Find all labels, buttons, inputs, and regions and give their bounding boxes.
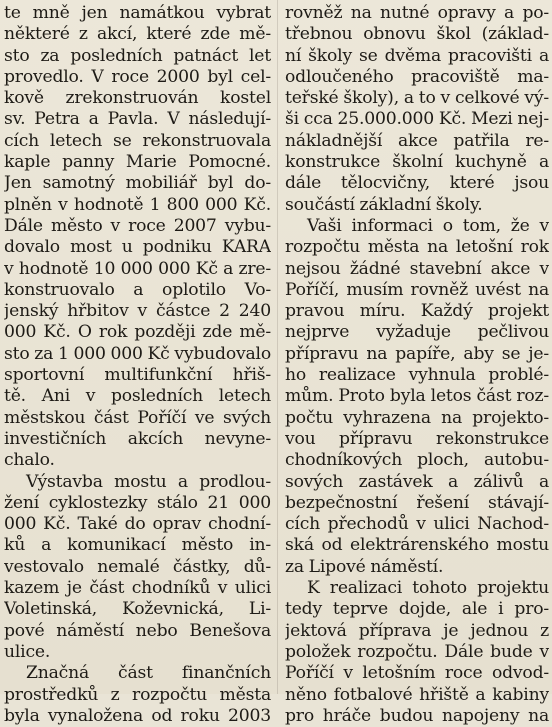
text-line: dovalo most u podniku KARA	[4, 237, 271, 258]
text-line: sportovní multifunkční hřiš-	[4, 365, 271, 386]
text-line: 000 Kč. O rok později zde mě-	[4, 322, 271, 343]
text-line: Vaši informaci o tom, že v	[307, 215, 549, 236]
text-line: teřské školy), a to v celkové vý-	[285, 88, 549, 109]
text-line: chodníkových ploch, autobu-	[285, 450, 549, 471]
text-line: rozpočtu města na letošní rok	[285, 237, 549, 258]
text-line: cích přechodů v ulici Nachod-	[285, 514, 549, 535]
text-line: chalo.	[4, 450, 55, 471]
text-line: sto za 1 000 000 Kč vybudovalo	[4, 343, 271, 364]
text-line: kazem je část chodníků v ulici	[4, 578, 271, 599]
text-line: vou přípravu rekonstrukce	[285, 428, 549, 449]
text-line: nejsou žádné stavební akce v	[285, 258, 549, 279]
text-line: v hodnotě 10 000 000 Kč a zre-	[4, 258, 271, 279]
text-line: sv. Petra a Pavla. V následují-	[4, 109, 271, 130]
text-line: rovněž na nutné opravy a po-	[285, 3, 549, 23]
text-line: některé z akcí, které zde mě-	[4, 24, 271, 45]
text-line: Dále město v roce 2007 vybu-	[4, 215, 271, 236]
text-line: Značná část finančních	[26, 663, 271, 684]
text-line: K realizaci tohoto projektu	[307, 578, 549, 599]
text-line: byla vynaložena od roku 2003	[4, 705, 271, 726]
text-line: městskou část Poříčí ve svých	[4, 407, 271, 428]
text-line: konstrukce školní kuchyně a	[285, 152, 549, 173]
text-line: položek rozpočtu. Dále bude v	[285, 641, 549, 662]
text-line: bezpečnostní řešení stávají-	[285, 492, 549, 513]
text-line: prostředků z rozpočtu města	[4, 684, 271, 705]
text-line: Poříčí, musím rovněž uvést na	[285, 279, 549, 300]
text-line: nejprve vyžaduje pečlivou	[285, 322, 549, 343]
text-line: za Lipové náměstí.	[285, 556, 444, 577]
text-line: 000 Kč. Také do oprav chodní-	[4, 514, 271, 535]
text-line: provedlo. V roce 2000 byl cel-	[4, 66, 271, 87]
text-line: pové náměstí nebo Benešova	[4, 620, 271, 641]
text-line: jenský hřbitov v částce 2 240	[4, 301, 271, 322]
text-line: investičních akcích nevyne-	[4, 428, 271, 449]
column-divider	[277, 0, 278, 694]
text-line: součástí základní školy.	[285, 194, 483, 215]
text-line: pravou míru. Každý projekt	[285, 301, 549, 322]
text-line: jektová příprava je jednou z	[285, 620, 549, 641]
text-line: něno fotbalové hřiště a kabiny	[285, 684, 549, 705]
text-line: mům. Proto byla letos část roz-	[285, 386, 549, 407]
text-line: tedy teprve dojde, ale i pro-	[285, 599, 549, 620]
text-line: cích letech se rekonstruovala	[4, 130, 271, 151]
text-line: ní školy se dvěma pracovišti a	[285, 45, 549, 66]
text-line: Jen samotný mobiliář byl do-	[4, 173, 271, 194]
text-line: žení cyklostezky stálo 21 000	[4, 492, 271, 513]
text-line: kaple panny Marie Pomocné.	[4, 152, 271, 173]
text-line: vestovalo nemalé částky, dů-	[4, 556, 271, 577]
text-line: přípravu na papíře, aby se je-	[285, 343, 549, 364]
text-line: nákladnější akce patřila re-	[285, 130, 549, 151]
text-line: Poříčí v letošním roce odvod-	[285, 663, 549, 684]
text-column-left	[4, 0, 271, 726]
text-line: ků a komunikací město in-	[4, 535, 271, 556]
text-line: ši cca 25.000.000 Kč. Mezi nej-	[285, 109, 549, 130]
text-line: dále tělocvičny, které jsou	[285, 173, 549, 194]
text-line: ho realizace vyhnula problé-	[285, 365, 549, 386]
text-line: plněn v hodnotě 1 800 000 Kč.	[4, 194, 271, 215]
text-line: te mně jen namátkou vybrat	[4, 3, 271, 23]
text-line: konstruovalo a oplotilo Vo-	[4, 279, 271, 300]
text-line: ská od elektrárenského mostu	[285, 535, 549, 556]
text-line: pro hráče budou napojeny na	[285, 705, 549, 726]
text-line: počtu vyhrazena na projekto-	[285, 407, 549, 428]
text-line: sových zastávek a zálivů a	[285, 471, 549, 492]
text-line: kově zrekonstruován kostel	[4, 88, 271, 109]
text-line: třebnou obnovu škol (základ-	[285, 24, 549, 45]
text-line: Voletinská, Koževnická, Li-	[4, 599, 271, 620]
text-line: ulice.	[4, 641, 51, 662]
text-column-right	[285, 0, 549, 726]
text-line: tě. Ani v posledních letech	[4, 386, 271, 407]
text-line: sto za posledních patnáct let	[4, 45, 271, 66]
text-line: odloučeného pracoviště ma-	[285, 66, 549, 87]
text-line: Výstavba mostu a prodlou-	[26, 471, 271, 492]
